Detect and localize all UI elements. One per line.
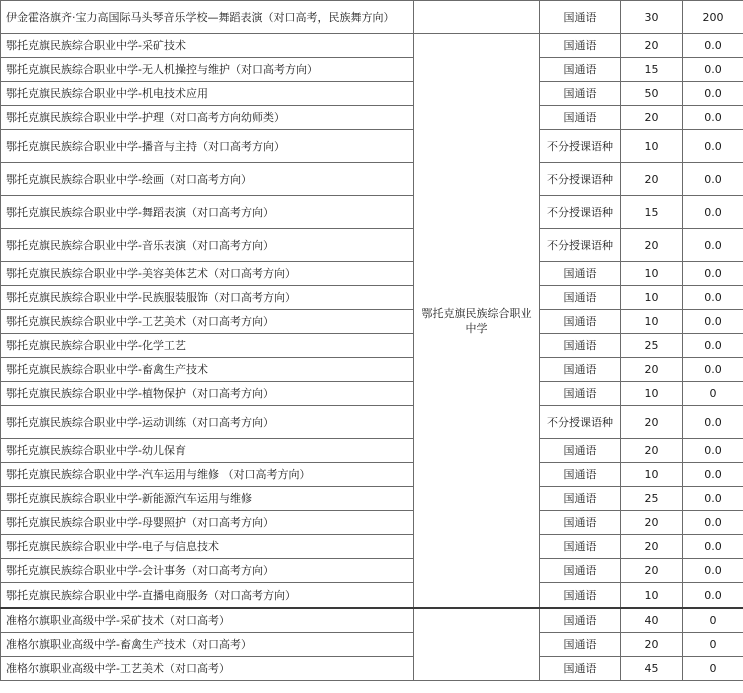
school-name-merged: 鄂托克旗民族综合职业中学 (414, 34, 540, 609)
teaching-language: 不分授课语种 (540, 229, 621, 262)
table-row (1, 58, 743, 82)
table-row (1, 559, 743, 583)
plan-count: 20 (621, 163, 683, 196)
plan-count: 20 (621, 106, 683, 130)
plan-count: 20 (621, 559, 683, 583)
school-name (414, 1, 540, 34)
plan-count: 25 (621, 334, 683, 358)
min-score: 0.0 (683, 583, 743, 609)
teaching-language: 国通语 (540, 310, 621, 334)
plan-count: 20 (621, 406, 683, 439)
major-name: 鄂托克旗民族综合职业中学-汽车运用与维修 （对口高考方向） (1, 463, 414, 487)
plan-count: 25 (621, 487, 683, 511)
major-name: 鄂托克旗民族综合职业中学-化学工艺 (1, 334, 414, 358)
table-row (1, 1, 743, 34)
school-name-merged (414, 608, 540, 681)
major-name: 鄂托克旗民族综合职业中学-幼儿保育 (1, 439, 414, 463)
min-score: 200 (683, 1, 743, 34)
major-name: 鄂托克旗民族综合职业中学-会计事务（对口高考方向） (1, 559, 414, 583)
min-score: 0.0 (683, 406, 743, 439)
min-score: 0 (683, 657, 743, 681)
teaching-language: 国通语 (540, 382, 621, 406)
table-row (1, 608, 743, 633)
table-row (1, 535, 743, 559)
plan-count: 15 (621, 196, 683, 229)
plan-count: 15 (621, 58, 683, 82)
min-score: 0.0 (683, 535, 743, 559)
major-name: 鄂托克旗民族综合职业中学-舞蹈表演（对口高考方向） (1, 196, 414, 229)
table-row (1, 463, 743, 487)
major-name: 鄂托克旗民族综合职业中学-电子与信息技术 (1, 535, 414, 559)
teaching-language: 国通语 (540, 463, 621, 487)
major-name: 准格尔旗职业高级中学-畜禽生产技术（对口高考） (1, 633, 414, 657)
min-score: 0.0 (683, 310, 743, 334)
plan-count: 10 (621, 130, 683, 163)
teaching-language: 国通语 (540, 487, 621, 511)
major-name: 鄂托克旗民族综合职业中学-植物保护（对口高考方向） (1, 382, 414, 406)
table-row (1, 657, 743, 681)
min-score: 0.0 (683, 487, 743, 511)
teaching-language: 不分授课语种 (540, 130, 621, 163)
min-score: 0.0 (683, 559, 743, 583)
plan-count: 30 (621, 1, 683, 34)
min-score: 0.0 (683, 196, 743, 229)
plan-count: 20 (621, 511, 683, 535)
plan-count: 10 (621, 286, 683, 310)
plan-count: 20 (621, 633, 683, 657)
teaching-language: 国通语 (540, 358, 621, 382)
min-score: 0.0 (683, 334, 743, 358)
table-row (1, 34, 743, 58)
major-name: 鄂托克旗民族综合职业中学-绘画（对口高考方向） (1, 163, 414, 196)
table-row (1, 439, 743, 463)
teaching-language: 国通语 (540, 535, 621, 559)
teaching-language: 国通语 (540, 334, 621, 358)
min-score: 0.0 (683, 106, 743, 130)
major-name: 鄂托克旗民族综合职业中学-音乐表演（对口高考方向） (1, 229, 414, 262)
table-row (1, 633, 743, 657)
min-score: 0.0 (683, 358, 743, 382)
plan-count: 20 (621, 535, 683, 559)
plan-count: 20 (621, 34, 683, 58)
min-score: 0.0 (683, 286, 743, 310)
table-row (1, 583, 743, 609)
min-score: 0 (683, 608, 743, 633)
teaching-language: 国通语 (540, 58, 621, 82)
plan-count: 10 (621, 262, 683, 286)
major-name: 鄂托克旗民族综合职业中学-运动训练（对口高考方向） (1, 406, 414, 439)
major-name: 鄂托克旗民族综合职业中学-民族服装服饰（对口高考方向） (1, 286, 414, 310)
teaching-language: 国通语 (540, 559, 621, 583)
table-row (1, 229, 743, 262)
plan-count: 10 (621, 382, 683, 406)
plan-count: 10 (621, 310, 683, 334)
plan-count: 40 (621, 608, 683, 633)
teaching-language: 国通语 (540, 583, 621, 609)
teaching-language: 国通语 (540, 286, 621, 310)
table-row (1, 82, 743, 106)
teaching-language: 国通语 (540, 657, 621, 681)
major-name: 伊金霍洛旗齐·宝力高国际马头琴音乐学校—舞蹈表演（对口高考，民族舞方向） (1, 1, 414, 34)
table-row (1, 310, 743, 334)
teaching-language: 国通语 (540, 262, 621, 286)
table-row (1, 406, 743, 439)
min-score: 0 (683, 382, 743, 406)
major-name: 鄂托克旗民族综合职业中学-直播电商服务（对口高考方向） (1, 583, 414, 609)
teaching-language: 国通语 (540, 1, 621, 34)
table-row (1, 130, 743, 163)
teaching-language: 国通语 (540, 82, 621, 106)
major-name: 准格尔旗职业高级中学-采矿技术（对口高考） (1, 608, 414, 633)
min-score: 0.0 (683, 82, 743, 106)
min-score: 0.0 (683, 34, 743, 58)
table-row (1, 511, 743, 535)
major-name: 鄂托克旗民族综合职业中学-美容美体艺术（对口高考方向） (1, 262, 414, 286)
plan-count: 10 (621, 463, 683, 487)
teaching-language: 国通语 (540, 106, 621, 130)
plan-count: 10 (621, 583, 683, 609)
min-score: 0.0 (683, 163, 743, 196)
min-score: 0.0 (683, 463, 743, 487)
teaching-language: 国通语 (540, 511, 621, 535)
table-row (1, 382, 743, 406)
table-row (1, 262, 743, 286)
teaching-language: 不分授课语种 (540, 196, 621, 229)
min-score: 0.0 (683, 58, 743, 82)
major-name: 鄂托克旗民族综合职业中学-机电技术应用 (1, 82, 414, 106)
table-row (1, 334, 743, 358)
major-name: 鄂托克旗民族综合职业中学-畜禽生产技术 (1, 358, 414, 382)
table-row (1, 163, 743, 196)
major-name: 鄂托克旗民族综合职业中学-新能源汽车运用与维修 (1, 487, 414, 511)
major-name: 鄂托克旗民族综合职业中学-工艺美术（对口高考方向） (1, 310, 414, 334)
min-score: 0.0 (683, 262, 743, 286)
teaching-language: 国通语 (540, 633, 621, 657)
table-row (1, 358, 743, 382)
major-name: 鄂托克旗民族综合职业中学-无人机操控与维护（对口高考方向） (1, 58, 414, 82)
min-score: 0.0 (683, 439, 743, 463)
plan-count: 45 (621, 657, 683, 681)
teaching-language: 不分授课语种 (540, 406, 621, 439)
plan-count: 20 (621, 229, 683, 262)
min-score: 0.0 (683, 229, 743, 262)
min-score: 0.0 (683, 130, 743, 163)
plan-count: 50 (621, 82, 683, 106)
table-row (1, 196, 743, 229)
table-row (1, 286, 743, 310)
min-score: 0.0 (683, 511, 743, 535)
min-score: 0 (683, 633, 743, 657)
teaching-language: 国通语 (540, 439, 621, 463)
plan-count: 20 (621, 439, 683, 463)
table-row (1, 487, 743, 511)
major-name: 鄂托克旗民族综合职业中学-采矿技术 (1, 34, 414, 58)
major-name: 鄂托克旗民族综合职业中学-护理（对口高考方向幼师类） (1, 106, 414, 130)
major-name: 准格尔旗职业高级中学-工艺美术（对口高考） (1, 657, 414, 681)
major-name: 鄂托克旗民族综合职业中学-母婴照护（对口高考方向） (1, 511, 414, 535)
plan-count: 20 (621, 358, 683, 382)
table-row (1, 106, 743, 130)
teaching-language: 国通语 (540, 608, 621, 633)
major-name: 鄂托克旗民族综合职业中学-播音与主持（对口高考方向） (1, 130, 414, 163)
teaching-language: 国通语 (540, 34, 621, 58)
teaching-language: 不分授课语种 (540, 163, 621, 196)
